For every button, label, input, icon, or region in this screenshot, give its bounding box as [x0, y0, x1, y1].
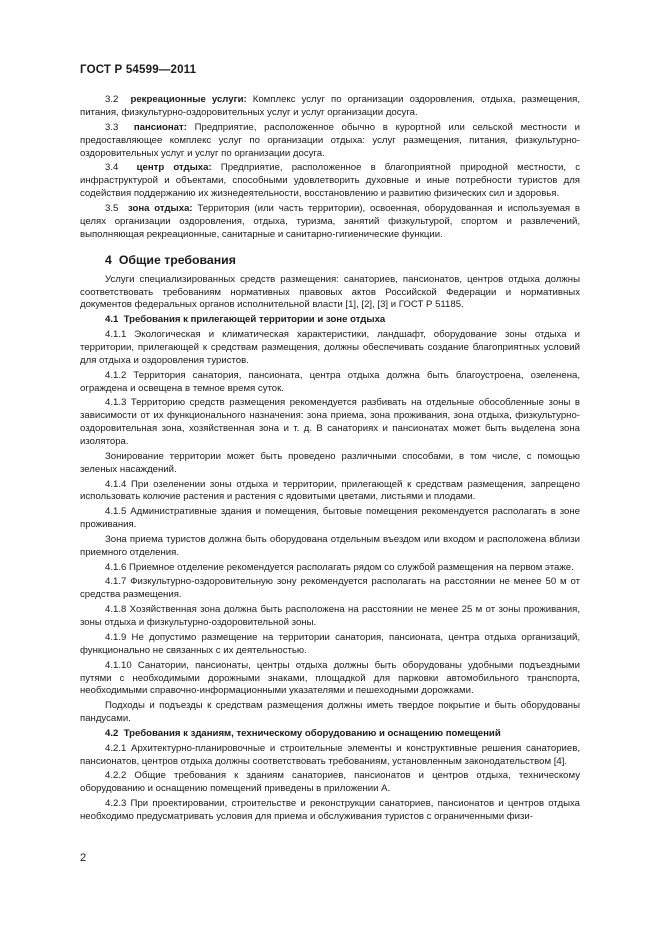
section-intro: Услуги специализированных средств размещения: санаториев, пансионатов, центров отдыха должны соответствовать требованиям нормативных правовых актов Российской Федерации и нормативных документов федеральных органов исполнительной власти [1], [2], [3] и ГОСТ Р 51185.	[80, 273, 580, 311]
definition-3-4: 3.4 центр отдыха: Предприятие, расположенное в благоприятной природной местности, с инфраструктурой и объектами, способными удовлетворить духовные и иные потребности туристов для содействия поддержанию их жизнедеятельности, восстановлению и развитию физических сил и здоровья.	[80, 162, 580, 200]
definition-3-2: 3.2 рекреационные услуги: Комплекс услуг по организации оздоровления, отдыха, размещения, питания, физкультурно-оздоровительных услуг и услуг организации досуга.	[80, 94, 580, 118]
subsection-heading-4-1: 4.1 Требования к прилегающей территории и зоне отдыха	[105, 314, 386, 326]
document-header: ГОСТ Р 54599—2011	[80, 64, 197, 76]
paragraph: 4.1.10 Санатории, пансионаты, центры отдыха должны быть оборудованы удобными подъездными путями с необходимыми дорожными знаками, площадкой для парковки автомобильного транспорта, необходимыми справочно-информационными указателями и пешеходными дорожками.	[80, 659, 580, 697]
definitions-list	[80, 94, 580, 242]
definition-3-5: 3.5 зона отдыха: Территория (или часть территории), освоенная, оборудованная и используемая в целях организации оздоровления, отдыха, туризма, занятий физкультурой, спортом и развлечений, выполняющая рекреационные, санитарные и санитарно-гигиенические функции.	[80, 202, 580, 240]
definition-term: пансионат:	[133, 121, 187, 133]
page-number: 2	[80, 852, 87, 864]
section-heading: 4 Общие требования	[105, 252, 236, 267]
paragraph: 4.2.1 Архитектурно-планировочные и строительные элементы и конструктивные решения санаториев, пансионатов, центров отдыха должны соответствовать требованиям, установленным законодательством [4].	[80, 742, 580, 767]
paragraph: 4.1.5 Административные здания и помещения, бытовые помещения рекомендуется располагать в зоне проживания.	[80, 506, 580, 531]
paragraph: 4.2.3 При проектировании, строительстве и реконструкции санаториев, пансионатов и центров отдыха необходимо предусматривать условия для приема и обслуживания туристов с ограниченными физи-	[80, 798, 580, 823]
paragraph: Подходы и подъезды к средствам размещения должны иметь твердое покрытие и быть оборудованы пандусами.	[80, 700, 580, 725]
paragraph: Зонирование территории может быть проведено различными способами, в том числе, с помощью зеленых насаждений.	[80, 450, 580, 475]
paragraph: 4.1.9 Не допустимо размещение на территории санатория, пансионата, центра отдыха организаций, функционально не связанных с их деятельностью.	[80, 631, 580, 656]
paragraph: 4.1.4 При озеленении зоны отдыха и территории, прилегающей к средствам размещения, запрещено использовать колючие растения и растения с ядовитыми цветами, листьями и плодами.	[80, 478, 580, 503]
definition-3-3: 3.3 пансионат: Предприятие, расположенное обычно в курортной или сельской местности и предоставляющее комплекс услуг по организации отдыха: услуг размещения, питания, физкультурно-оздоровительных услуг и услуг по организации досуга.	[80, 121, 580, 159]
paragraph: 4.1.6 Приемное отделение рекомендуется располагать рядом со службой размещения на первом этаже.	[105, 561, 574, 573]
document-body	[80, 94, 580, 826]
paragraph: 4.1.7 Физкультурно-оздоровительную зону рекомендуется располагать на расстоянии не менее 50 м от средства размещения.	[80, 576, 580, 601]
paragraph: 4.2.2 Общие требования к зданиям санаториев, пансионатов и центров отдыха, техническому оборудованию и оснащению помещений приведены в приложении А.	[80, 770, 580, 795]
paragraph: 4.1.2 Территория санатория, пансионата, центра отдыха должна быть благоустроена, озеленена, ограждена и освещена в темное время суток.	[80, 369, 580, 394]
definition-term: рекреационные услуги:	[130, 94, 247, 105]
subsection-heading-4-2: 4.2 Требования к зданиям, техническому оборудованию и оснащению помещений	[105, 727, 501, 739]
paragraph: Зона приема туристов должна быть оборудована отдельным въездом или входом и расположена вблизи приемного отделения.	[80, 533, 580, 558]
definition-term: центр отдыха:	[136, 162, 212, 174]
definition-term: зона отдыха:	[127, 202, 193, 214]
paragraph: 4.1.3 Территорию средств размещения рекомендуется разбивать на отдельные обособленные зоны в зависимости от их функционального назначения: зона приема, зона проживания, зона отдыха, физкультурно-оздоровительная зона, хозяйственная зона и т. д. В санаториях и пансионатах может быть выделена зона изолятора.	[80, 397, 580, 448]
paragraph: 4.1.8 Хозяйственная зона должна быть расположена на расстоянии не менее 25 м от зоны проживания, зоны отдыха и физкультурно-оздоровительной зоны.	[80, 604, 580, 629]
paragraph: 4.1.1 Экологическая и климатическая характеристики, ландшафт, оборудование зоны отдыха и территории, прилегающей к средствам размещения, должны обеспечивать создание благоприятных условий для отдыха и оздоровления туристов.	[80, 329, 580, 366]
